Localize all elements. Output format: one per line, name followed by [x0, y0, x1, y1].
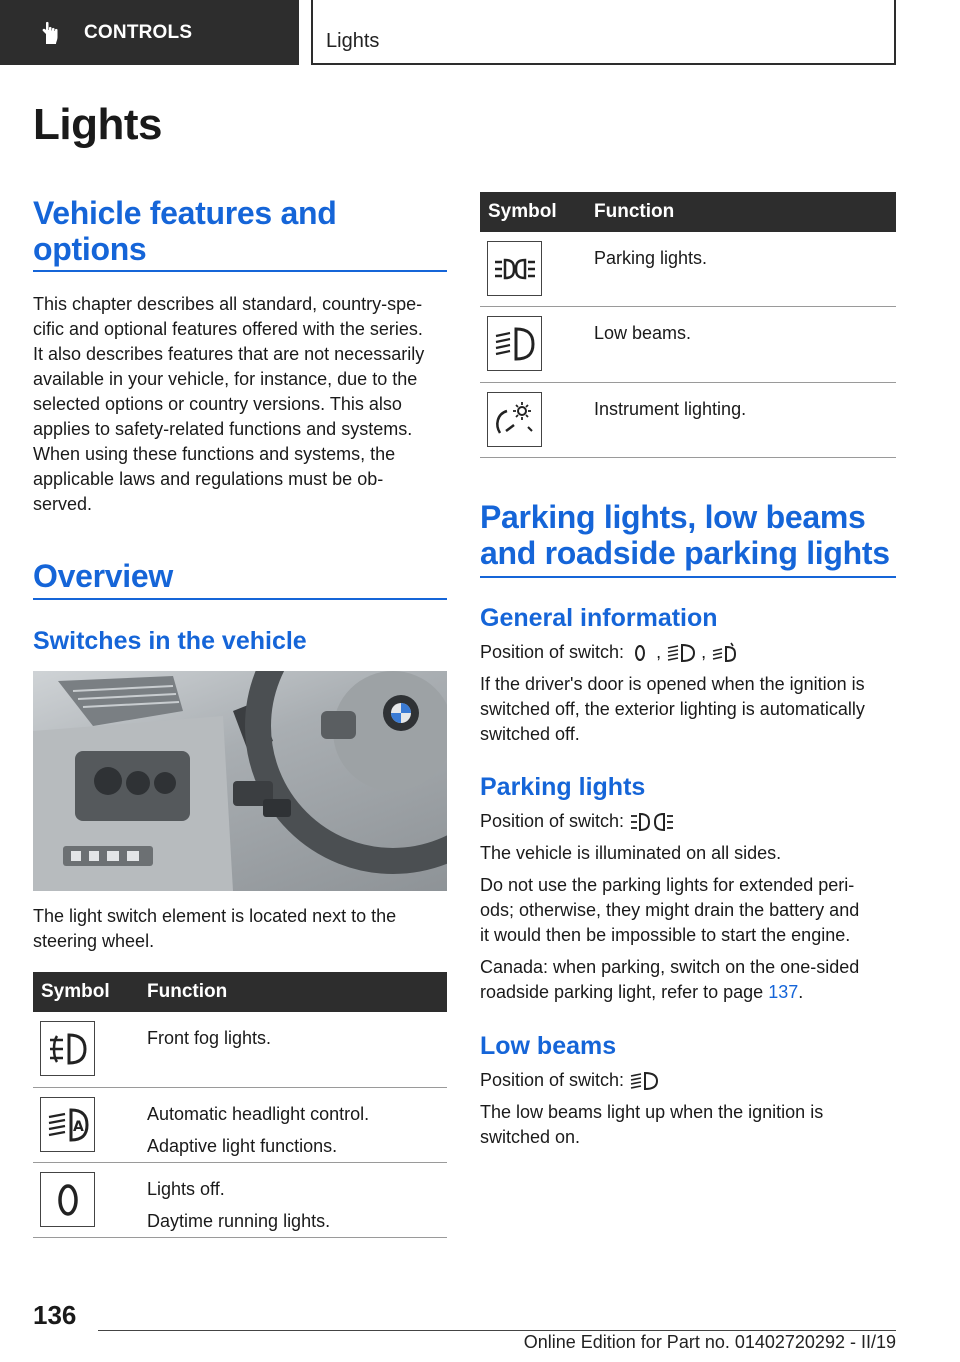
page-title: Lights [33, 100, 162, 149]
dashboard-illustration [33, 671, 447, 891]
general-position-line: Position of switch: , , [480, 640, 737, 665]
instrument-lighting-icon [487, 392, 542, 447]
col-function: Function [147, 981, 228, 1002]
function-text: Lights off. Daytime running lights. [147, 1179, 331, 1231]
col-function: Function [594, 201, 675, 222]
parking-text-3: Canada: when parking, switch on the one-sided roadside parking light, refer to page 137. [480, 957, 860, 1002]
table-row [480, 232, 896, 307]
table-row [33, 1088, 447, 1163]
table-header [33, 972, 447, 1012]
page-number: 136 [33, 1300, 77, 1330]
switches-subheading: Switches in the vehicle [33, 627, 307, 655]
overview-heading: Overview [33, 558, 173, 594]
general-info-heading: General information [480, 604, 718, 632]
function-text: Low beams. [594, 323, 692, 343]
vehicle-features-heading: Vehicle features and options [33, 195, 337, 267]
function-text: Automatic headlight control. Adaptive light functions. [147, 1104, 370, 1156]
low-beams-position-line: Position of switch: [480, 1068, 659, 1093]
parking-position-line: Position of switch: [480, 809, 677, 834]
automatic-headlight-icon [40, 1097, 95, 1152]
footer-rule [98, 1330, 896, 1331]
roadside-parking-light-icon [711, 642, 737, 664]
col-symbol: Symbol [488, 201, 557, 222]
edition-text: Online Edition for Part no. 01402720292 - II/19 [523, 1332, 896, 1352]
heading-rule [33, 270, 447, 272]
table-row [480, 307, 896, 383]
low-beams-heading: Low beams [480, 1032, 617, 1060]
svg-text:A: A [72, 1118, 84, 1135]
heading-rule [33, 598, 447, 600]
symbol-table-left [33, 972, 447, 1238]
vehicle-features-text: This chapter describes all standard, country-spe‐ cific and optional features offered with the series. It also describes features that are not necessarily available in your vehicle, for instance, due to the selected options or country versions. This also applies to safety-related functions and systems. When using these functions and systems, the applicable laws and regulations must be ob‐ served. [33, 294, 425, 514]
chapter-label: Lights [326, 30, 380, 52]
photo-caption: The light switch element is located next to the steering wheel. [33, 906, 397, 951]
function-text: Parking lights. [594, 248, 708, 268]
col-symbol: Symbol [41, 981, 110, 1002]
front-fog-lights-icon [40, 1021, 95, 1076]
parking-lights-heading: Parking lights [480, 773, 646, 801]
parking-section-heading: Parking lights, low beams and roadside parking lights [480, 499, 890, 571]
chapter-tab [311, 0, 896, 65]
symbol-table-right [480, 192, 896, 458]
table-row [33, 1012, 447, 1088]
page-link[interactable]: 137 [768, 982, 799, 1002]
general-info-text: If the driver's door is opened when the ignition is switched off, the exterior lighting is automatically switched off. [480, 674, 865, 744]
parking-text-2: Do not use the parking lights for extended peri‐ ods; otherwise, they might drain the battery and it would then be impossible to start the engine. [480, 875, 860, 945]
section-tab [0, 0, 299, 65]
function-text: Front fog lights. [147, 1028, 272, 1048]
parking-text-1: The vehicle is illuminated on all sides. [480, 843, 782, 863]
low-beams-icon [487, 316, 542, 371]
table-header [480, 192, 896, 232]
lights-off-icon [629, 642, 651, 664]
parking-lights-icon [629, 811, 677, 833]
function-text: Instrument lighting. [594, 399, 747, 419]
parking-lights-icon [487, 241, 542, 296]
table-row [33, 1163, 447, 1238]
low-beams-icon [666, 642, 696, 664]
dashboard-photo [33, 671, 447, 891]
heading-rule [480, 576, 896, 578]
section-label: CONTROLS [84, 21, 193, 43]
lights-off-icon [40, 1172, 95, 1227]
table-row [480, 383, 896, 458]
hand-pointer-icon [38, 20, 64, 46]
low-beams-icon [629, 1070, 659, 1092]
low-beams-text: The low beams light up when the ignition is switched on. [480, 1102, 824, 1147]
